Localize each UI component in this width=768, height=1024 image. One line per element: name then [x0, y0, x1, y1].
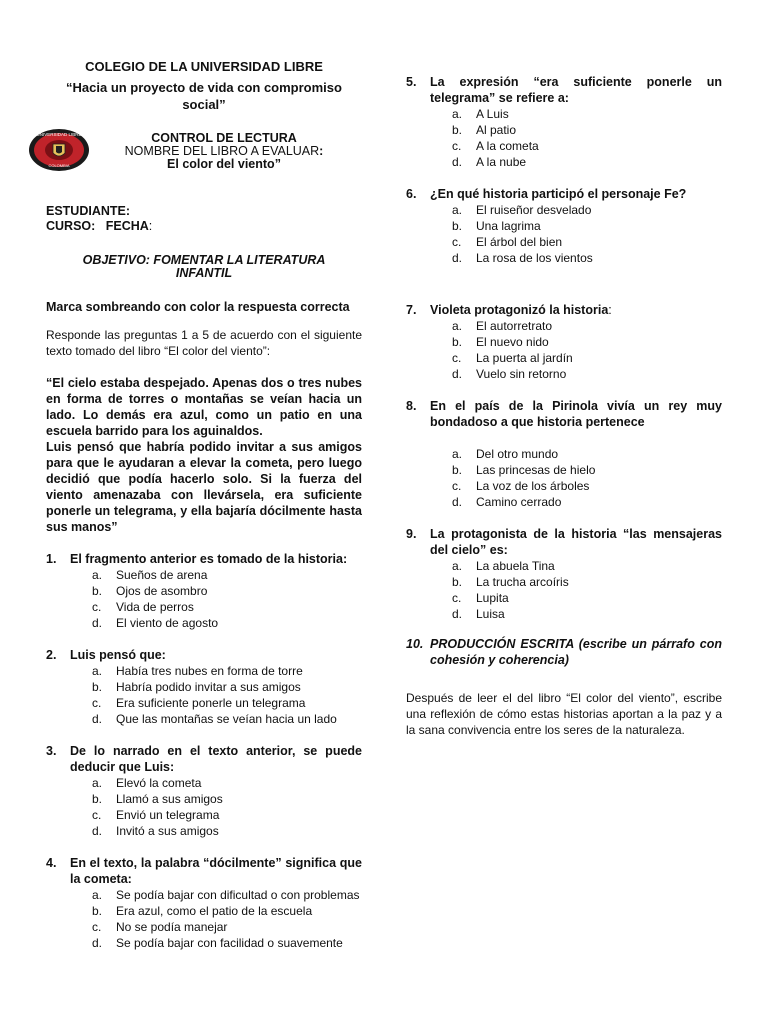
option-letter: a. — [92, 888, 103, 902]
option-text: Se podía bajar con dificultad o con problemas — [116, 888, 360, 902]
option-text: Era suficiente ponerle un telegrama — [116, 696, 306, 710]
school-motto: “Hacia un proyecto de vida con compromiso social” — [66, 80, 342, 112]
option-letter: a. — [452, 559, 463, 573]
answer-option[interactable] — [92, 599, 362, 615]
passage-paragraph-2: Luis pensó que habría podido invitar a sus amigos para que le ayudaran a elevar la cometa, pero luego decidió que podía hacerlo solo. Si la fuerza del viento amenazaba con llevársela, era suficiente ponerle un telegrama, y ella bajaría dócilmente hasta sus manos” — [46, 440, 362, 534]
question-number: 3. — [46, 744, 57, 758]
question-4 — [46, 855, 362, 951]
question-text-main: El fragmento anterior es tomado de la historia: — [70, 552, 348, 566]
question-stem — [46, 647, 362, 663]
answer-option[interactable] — [452, 106, 722, 122]
option-letter: d. — [92, 936, 103, 950]
question-number: 8. — [406, 399, 417, 413]
book-title: El color del viento” — [167, 157, 281, 171]
option-text: Ojos de asombro — [116, 584, 208, 598]
option-letter: b. — [452, 219, 463, 233]
answer-option[interactable] — [452, 218, 722, 234]
option-letter: c. — [92, 808, 102, 822]
option-text: La trucha arcoíris — [476, 575, 569, 589]
option-text: El nuevo nido — [476, 335, 549, 349]
option-text: A la cometa — [476, 139, 539, 153]
question-text-main: La expresión “era suficiente ponerle un telegrama” se refiere a: — [430, 75, 722, 105]
option-letter: c. — [452, 479, 462, 493]
option-text: Sueños de arena — [116, 568, 208, 582]
question-8 — [406, 398, 722, 510]
answer-option[interactable] — [452, 574, 722, 590]
question-stem — [46, 743, 362, 775]
answer-option[interactable] — [452, 122, 722, 138]
logo-text-top: UNIVERSIDAD LIBRE — [36, 132, 82, 137]
option-letter: d. — [452, 607, 463, 621]
question-stem — [406, 186, 722, 202]
question-text — [70, 647, 362, 663]
option-text: Luisa — [476, 607, 505, 621]
option-text: Que las montañas se veían hacia un lado — [116, 712, 337, 726]
question-text — [430, 526, 722, 558]
question-stem — [406, 398, 722, 430]
question-text-main: En el texto, la palabra “dócilmente” significa que la cometa: — [70, 856, 362, 886]
option-letter: b. — [92, 792, 103, 806]
reading-control-block — [86, 132, 362, 171]
answer-option[interactable] — [92, 919, 362, 935]
answer-options — [46, 887, 362, 951]
option-letter: a. — [92, 568, 103, 582]
option-letter: a. — [452, 203, 463, 217]
control-title: CONTROL DE LECTURA — [151, 131, 297, 145]
answer-option[interactable] — [92, 887, 362, 903]
question-number: 10. — [406, 637, 424, 651]
option-text: Habría podido invitar a sus amigos — [116, 680, 301, 694]
option-text: Llamó a sus amigos — [116, 792, 223, 806]
question-number: 2. — [46, 648, 57, 662]
instruction: Marca sombreando con color la respuesta correcta — [46, 300, 350, 314]
question-number: 7. — [406, 303, 417, 317]
option-text: Vida de perros — [116, 600, 194, 614]
question-number: 1. — [46, 552, 57, 566]
passage-paragraph-1: “El cielo estaba despejado. Apenas dos o tres nubes en forma de torres o montañas se veían hacia un lado. Lo demás era azul, como un patio en una escuela barrido para los aguinaldos. — [46, 376, 362, 438]
answer-options — [406, 106, 722, 170]
option-letter: a. — [452, 107, 463, 121]
document-header — [36, 58, 362, 254]
question-9 — [406, 526, 722, 622]
school-logo-emblem — [28, 128, 90, 172]
option-text: La rosa de los vientos — [476, 251, 593, 265]
option-letter: b. — [92, 584, 103, 598]
question-stem — [406, 526, 722, 558]
question-text-main: En el país de la Pirinola vivía un rey muy bondadoso a que historia pertenece — [430, 399, 722, 429]
book-label-colon: : — [319, 144, 324, 158]
option-text: Vuelo sin retorno — [476, 367, 567, 381]
option-text: Había tres nubes en forma de torre — [116, 664, 303, 678]
option-text: Envió un telegrama — [116, 808, 220, 822]
option-text: El autorretrato — [476, 319, 553, 333]
option-letter: b. — [452, 123, 463, 137]
answer-option[interactable] — [452, 234, 722, 250]
answer-option[interactable] — [452, 366, 722, 382]
option-text: La abuela Tina — [476, 559, 555, 573]
question-5 — [406, 74, 722, 170]
question-text-main: De lo narrado en el texto anterior, se puede deducir que Luis: — [70, 744, 362, 774]
option-text: Lupita — [476, 591, 509, 605]
option-letter: c. — [92, 600, 102, 614]
answer-option[interactable] — [92, 823, 362, 839]
question-stem — [406, 74, 722, 106]
option-text: A la nube — [476, 155, 527, 169]
school-name: COLEGIO DE LA UNIVERSIDAD LIBRE — [85, 59, 323, 74]
question-number: 5. — [406, 75, 417, 89]
question-2 — [46, 647, 362, 727]
option-letter: d. — [92, 712, 103, 726]
question-1 — [46, 551, 362, 631]
answer-option[interactable] — [92, 791, 362, 807]
option-text: El ruiseñor desvelado — [476, 203, 592, 217]
answer-option[interactable] — [452, 202, 722, 218]
option-letter: b. — [92, 904, 103, 918]
option-text: A Luis — [476, 107, 509, 121]
option-letter: d. — [452, 155, 463, 169]
answer-option[interactable] — [452, 590, 722, 606]
question-text — [430, 302, 722, 318]
option-text: Las princesas de hielo — [476, 463, 596, 477]
question-stem — [46, 855, 362, 887]
answer-option[interactable] — [92, 807, 362, 823]
question-3 — [46, 743, 362, 839]
answer-options — [46, 567, 362, 631]
answer-option[interactable] — [92, 567, 362, 583]
answer-option[interactable] — [92, 903, 362, 919]
question-stem — [46, 551, 362, 567]
answer-option[interactable] — [92, 711, 362, 727]
option-text: El árbol del bien — [476, 235, 563, 249]
question-text-main: La protagonista de la historia “las mensajeras del cielo” es: — [430, 527, 722, 557]
option-text: Era azul, como el patio de la escuela — [116, 904, 313, 918]
left-question-list — [46, 551, 362, 951]
option-text: La voz de los árboles — [476, 479, 590, 493]
answer-option[interactable] — [452, 446, 722, 462]
question-text — [430, 186, 722, 202]
option-letter: a. — [92, 664, 103, 678]
answer-option[interactable] — [92, 695, 362, 711]
answer-options — [406, 558, 722, 622]
option-letter: b. — [452, 463, 463, 477]
question-text: PRODUCCIÓN ESCRITA (escribe un párrafo con cohesión y coherencia) — [430, 637, 722, 667]
answer-option[interactable] — [452, 250, 722, 266]
option-letter: d. — [92, 824, 103, 838]
answer-option[interactable] — [452, 558, 722, 574]
option-letter: d. — [452, 495, 463, 509]
book-label: NOMBRE DEL LIBRO A EVALUAR — [124, 144, 320, 158]
option-letter: c. — [452, 235, 462, 249]
course-date-line — [46, 219, 152, 234]
question-7 — [406, 302, 722, 382]
option-text: Camino cerrado — [476, 495, 562, 509]
course-label: CURSO: — [46, 219, 96, 233]
answer-option[interactable] — [452, 154, 722, 170]
question-text — [70, 855, 362, 887]
answer-options — [46, 663, 362, 727]
option-letter: a. — [92, 776, 103, 790]
option-text: El viento de agosto — [116, 616, 219, 630]
option-text: Invitó a sus amigos — [116, 824, 219, 838]
answer-option[interactable] — [452, 138, 722, 154]
option-letter: a. — [452, 447, 463, 461]
option-letter: b. — [92, 680, 103, 694]
option-letter: d. — [452, 251, 463, 265]
final-writing-prompt: Después de leer el del libro “El color del viento”, escribe una reflexión de cómo estas historias aportan a la paz y a la sana convivencia entre los seres de la naturaleza. — [406, 691, 722, 737]
question-number: 6. — [406, 187, 417, 201]
option-letter: a. — [452, 319, 463, 333]
answer-option[interactable] — [92, 583, 362, 599]
question-text — [430, 74, 722, 106]
answer-option[interactable] — [452, 606, 722, 622]
option-letter: b. — [452, 335, 463, 349]
answer-options — [406, 446, 722, 510]
option-letter: c. — [452, 139, 462, 153]
logo-text-bottom: COLOMBIA — [48, 163, 70, 168]
option-letter: c. — [452, 351, 462, 365]
answer-option[interactable] — [452, 462, 722, 478]
question-text — [70, 551, 362, 567]
option-letter: c. — [452, 591, 462, 605]
question-10 — [406, 636, 722, 668]
answer-option[interactable] — [452, 478, 722, 494]
date-label: FECHA — [105, 219, 149, 233]
option-letter: d. — [452, 367, 463, 381]
question-text-main: Luis pensó que: — [70, 648, 166, 662]
question-stem — [406, 302, 722, 318]
question-text-tail: : — [608, 303, 612, 317]
answer-option[interactable] — [452, 494, 722, 510]
answer-option[interactable] — [452, 318, 722, 334]
objective: OBJETIVO: FOMENTAR LA LITERATURA INFANTIL — [82, 253, 326, 280]
question-text — [70, 743, 362, 775]
answer-option[interactable] — [92, 775, 362, 791]
left-column — [36, 58, 362, 951]
student-fields — [46, 204, 152, 234]
answer-option[interactable] — [92, 663, 362, 679]
answer-option[interactable] — [92, 679, 362, 695]
option-letter: b. — [452, 575, 463, 589]
intro-text: Responde las preguntas 1 a 5 de acuerdo con el siguiente texto tomado del libro “El color del viento”: — [46, 328, 362, 358]
option-letter: d. — [92, 616, 103, 630]
question-6 — [406, 186, 722, 266]
answer-option[interactable] — [452, 334, 722, 350]
option-text: No se podía manejar — [116, 920, 228, 934]
answer-option[interactable] — [92, 935, 362, 951]
question-text-main: Violeta protagonizó la historia — [430, 303, 609, 317]
option-text: Del otro mundo — [476, 447, 559, 461]
option-text: Elevó la cometa — [116, 776, 202, 790]
question-number: 4. — [46, 856, 57, 870]
answer-options — [406, 202, 722, 266]
date-colon: : — [148, 219, 153, 233]
option-letter: c. — [92, 696, 102, 710]
student-label: ESTUDIANTE: — [46, 204, 131, 218]
question-text-main: ¿En qué historia participó el personaje Fe? — [430, 187, 687, 201]
option-text: Se podía bajar con facilidad o suavemente — [116, 936, 343, 950]
answer-option[interactable] — [452, 350, 722, 366]
option-text: Una lagrima — [476, 219, 541, 233]
question-text — [430, 398, 722, 430]
option-letter: c. — [92, 920, 102, 934]
answer-options — [406, 318, 722, 382]
right-column — [406, 74, 722, 738]
answer-options — [46, 775, 362, 839]
option-text: Al patio — [476, 123, 517, 137]
right-question-list — [406, 74, 722, 622]
answer-option[interactable] — [92, 615, 362, 631]
question-number: 9. — [406, 527, 417, 541]
option-text: La puerta al jardín — [476, 351, 573, 365]
